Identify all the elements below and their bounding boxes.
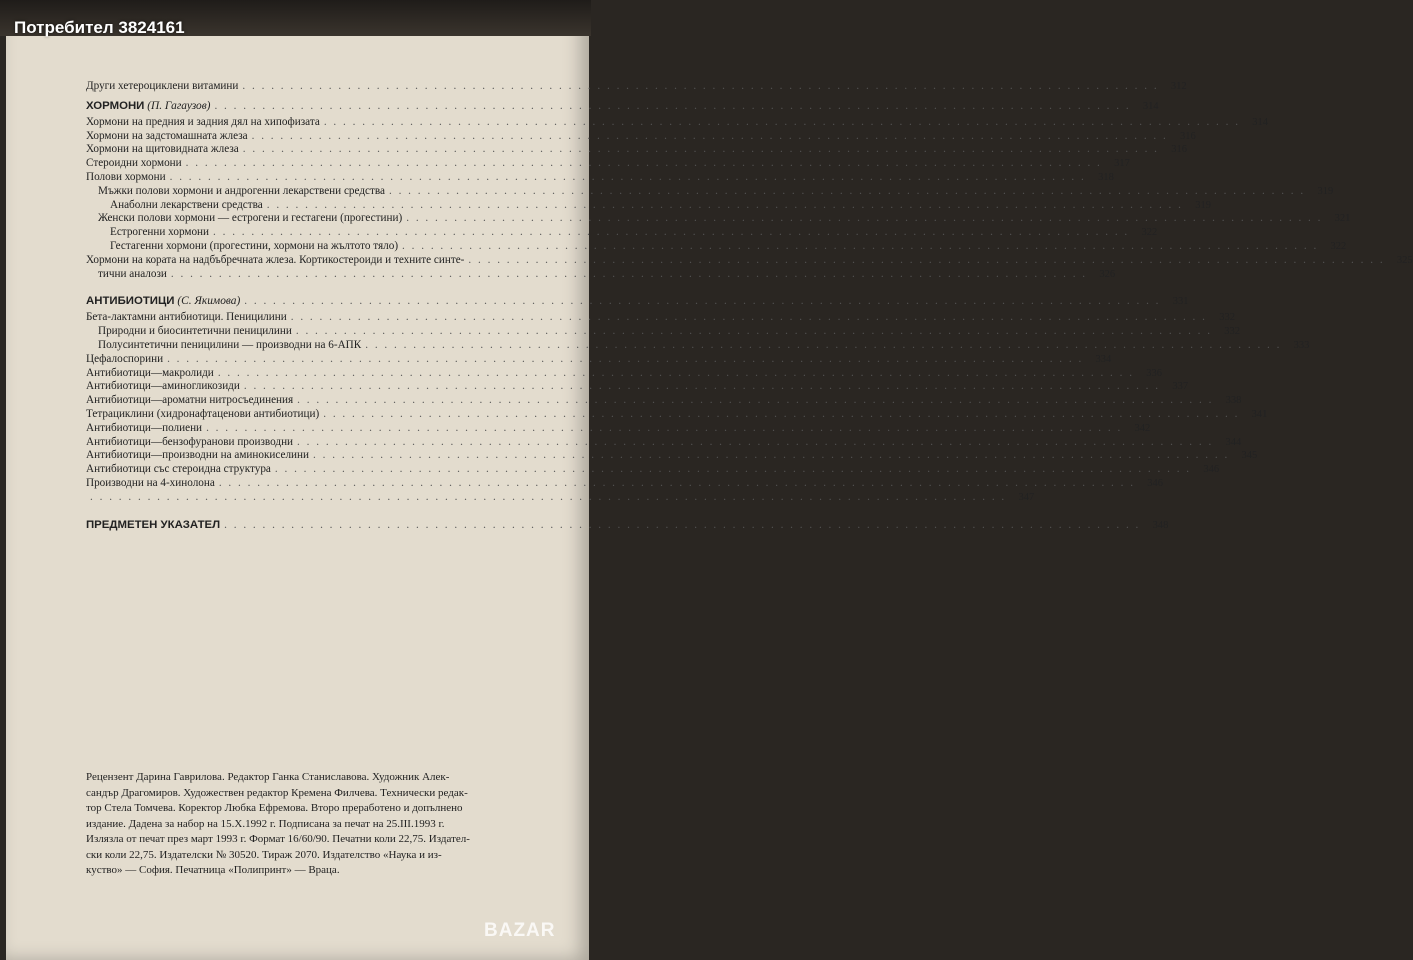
toc-entry bbox=[86, 352, 1112, 367]
toc-entry bbox=[86, 212, 1351, 226]
toc-page-number: 345 bbox=[1241, 450, 1258, 462]
toc-entry-title: АНТИБИОТИЦИ (С. Якимова) bbox=[86, 295, 241, 308]
toc-page-number: 314 bbox=[1252, 116, 1269, 128]
toc-page-number: 334 bbox=[1095, 353, 1112, 365]
toc-leader-dots bbox=[275, 463, 1191, 475]
toc-entry bbox=[86, 394, 1242, 408]
toc-leader-dots bbox=[402, 240, 1318, 252]
toc-entry bbox=[86, 267, 1116, 282]
toc-page-number: 314 bbox=[1142, 100, 1159, 112]
toc-leader-dots bbox=[244, 380, 1160, 392]
toc-entry-title: Мъжки полови хормони и андрогенни лекарствени средства bbox=[98, 184, 385, 197]
toc-leader-dots bbox=[297, 436, 1213, 448]
toc-entry-title: ХОРМОНИ (П. Гагаузов) bbox=[86, 99, 211, 112]
toc-leader-dots bbox=[389, 185, 1305, 197]
toc-entry bbox=[86, 80, 1187, 94]
toc-page-number: 342 bbox=[1134, 422, 1151, 434]
toc-leader-dots bbox=[242, 80, 1158, 92]
table-of-contents bbox=[86, 80, 1413, 535]
credits-line: Излязла от печат през март 1993 г. Формат 16/60/90. Печатни коли 22,75. Издател- bbox=[86, 833, 470, 845]
toc-entry-title: Гестагенни хормони (прогестини, хормони на жълтото тяло) bbox=[110, 239, 399, 252]
toc-page-number: 341 bbox=[1251, 408, 1268, 420]
toc-section-author: (П. Гагаузов) bbox=[144, 99, 211, 112]
toc-entry bbox=[86, 380, 1189, 394]
toc-page-number: 322 bbox=[1330, 240, 1347, 252]
toc-entry bbox=[86, 435, 1242, 450]
toc-page-number: 348 bbox=[1152, 519, 1169, 531]
toc-entry bbox=[86, 421, 1151, 436]
toc-entry-title: Женски полови хормони — естрогени и гестагени (прогестини) bbox=[98, 212, 403, 225]
toc-entry bbox=[86, 170, 1114, 185]
toc-entry-title: Антибиотици със стероидна структура bbox=[86, 463, 271, 476]
credits-line: куство» — София. Печатница «Полипринт» — Враца. bbox=[86, 864, 340, 876]
toc-page-number: 319 bbox=[1195, 199, 1211, 211]
toc-entry bbox=[86, 449, 1258, 463]
toc-entry bbox=[86, 491, 1035, 505]
toc-leader-dots bbox=[291, 311, 1207, 323]
toc-entry bbox=[86, 115, 1269, 130]
toc-page-number: 317 bbox=[1114, 158, 1130, 170]
credits-line: Рецензент Дарина Гаврилова. Редактор Ганка Станиславова. Художник Алек- bbox=[86, 771, 450, 783]
toc-page-number: 325 bbox=[1396, 254, 1413, 266]
publication-credits bbox=[86, 770, 566, 879]
toc-page-number: 322 bbox=[1141, 227, 1158, 239]
toc-page-number: 338 bbox=[1225, 395, 1242, 407]
toc-entry-title: Бета-лактамни антибиотици. Пеницилини bbox=[86, 311, 287, 324]
toc-entry-title: Други хетероциклени витамини bbox=[86, 80, 239, 92]
toc-leader-dots bbox=[167, 353, 1083, 365]
toc-leader-dots bbox=[406, 212, 1322, 224]
toc-section-heading bbox=[86, 518, 1169, 535]
toc-entry bbox=[86, 463, 1220, 477]
toc-page-number: 332 bbox=[1219, 312, 1235, 324]
toc-entry bbox=[86, 239, 1347, 254]
credits-line: издание. Дадена за набор на 15.X.1992 г. Подписана за печат на 25.III.1993 г. bbox=[86, 817, 445, 830]
toc-entry-title: Антибиотици—аминогликозиди bbox=[86, 380, 240, 393]
toc-entry-title: Хормони на кората на надбъбречната жлеза. Кортикостероиди и техните синте- bbox=[86, 253, 465, 266]
toc-entry-title: Антибиотици—бензофуранови производни bbox=[86, 435, 294, 448]
toc-leader-dots bbox=[90, 491, 1006, 503]
toc-entry bbox=[86, 338, 1310, 353]
toc-entry bbox=[86, 184, 1334, 199]
toc-entry bbox=[86, 253, 1413, 268]
toc-leader-dots bbox=[297, 394, 1213, 406]
toc-leader-dots bbox=[252, 130, 1168, 142]
toc-leader-dots bbox=[324, 116, 1240, 128]
toc-entry-title: Естрогенни хормони bbox=[110, 226, 210, 239]
credits-line: сандър Драгомиров. Художествен редактор Кремена Филчева. Технически редак- bbox=[86, 786, 468, 799]
toc-leader-dots bbox=[206, 422, 1122, 434]
toc-entry bbox=[86, 157, 1130, 171]
toc-page-number: 332 bbox=[1224, 326, 1241, 338]
toc-entry bbox=[86, 366, 1163, 381]
toc-entry bbox=[86, 143, 1187, 157]
toc-entry-title: Хормони на щитовидната жлеза bbox=[86, 143, 239, 156]
toc-leader-dots bbox=[218, 367, 1134, 379]
toc-page-number: 331 bbox=[1172, 296, 1189, 308]
toc-section-heading bbox=[86, 99, 1159, 116]
toc-page-number: 344 bbox=[1225, 436, 1242, 448]
toc-entry-title: Природни и биосинтетични пеницилини bbox=[98, 325, 292, 338]
toc-leader-dots bbox=[219, 477, 1135, 489]
toc-entry-title: Стероидни хормони bbox=[86, 157, 182, 170]
toc-page-number: 319 bbox=[1317, 185, 1334, 197]
toc-entry bbox=[86, 226, 1158, 240]
toc-page-number: 347 bbox=[1018, 491, 1035, 503]
toc-page-number: 312 bbox=[1170, 81, 1187, 92]
toc-page-number: 333 bbox=[1293, 339, 1310, 351]
toc-entry-title: Цефалоспорини bbox=[86, 352, 164, 365]
toc-entry-title: тични аналози bbox=[98, 267, 167, 280]
toc-leader-dots bbox=[171, 268, 1087, 280]
toc-entry-title: Антибиотици—производни на аминокиселини bbox=[86, 449, 310, 462]
toc-entry-title: ПРЕДМЕТЕН УКАЗАТЕЛ bbox=[86, 518, 221, 531]
toc-leader-dots bbox=[267, 199, 1183, 211]
toc-leader-dots bbox=[244, 295, 1160, 307]
toc-page-number: 321 bbox=[1334, 213, 1351, 225]
toc-page-number: 316 bbox=[1171, 144, 1187, 156]
toc-entry-title: Хормони на предния и задния дял на хипофизата bbox=[86, 115, 320, 128]
toc-leader-dots bbox=[186, 157, 1102, 169]
bazar-logo: BAZAR bbox=[484, 920, 556, 941]
toc-entry-title: Хормони на задстомашната жлеза bbox=[86, 129, 248, 142]
toc-entry-title: Антибиотици—ароматни нитросъединения bbox=[86, 394, 294, 407]
toc-page-number: 318 bbox=[1098, 171, 1114, 183]
toc-leader-dots bbox=[323, 408, 1239, 420]
toc-entry bbox=[86, 129, 1196, 144]
toc-leader-dots bbox=[313, 449, 1229, 461]
toc-leader-dots bbox=[213, 226, 1129, 238]
credits-line: ски коли 22,75. Издателски № 30520. Тираж 2070. Издателство «Наука и из- bbox=[86, 848, 442, 861]
toc-entry bbox=[86, 476, 1164, 491]
toc-entry bbox=[86, 198, 1211, 213]
toc-page-number: 337 bbox=[1172, 381, 1189, 393]
toc-entry-title: Тетрациклини (хидронафтаценови антибиотици) bbox=[86, 407, 320, 420]
toc-leader-dots bbox=[224, 519, 1140, 531]
toc-entry-title: Полови хормони bbox=[86, 170, 166, 183]
toc-page-number: 326 bbox=[1099, 268, 1116, 280]
toc-section-heading bbox=[86, 295, 1189, 311]
toc-leader-dots bbox=[214, 100, 1130, 112]
toc-entry bbox=[86, 407, 1268, 422]
toc-page-number: 316 bbox=[1180, 130, 1196, 142]
user-watermark: Потребител 3824161 bbox=[14, 18, 185, 37]
toc-entry-title: Анаболни лекарствени средства bbox=[110, 198, 263, 211]
toc-entry-title: Производни на 4-хинолона bbox=[86, 476, 215, 489]
credits-line: тор Стела Томчева. Коректор Любка Ефремова. Второ преработено и допълнено bbox=[86, 802, 463, 814]
toc-entry bbox=[86, 311, 1235, 325]
toc-entry-title: Антибиотици—полиени bbox=[86, 421, 203, 434]
toc-entry-title: Полусинтетични пеницилини — производни на 6-АПК bbox=[98, 338, 362, 351]
toc-leader-dots bbox=[468, 254, 1384, 266]
toc-page-number: 346 bbox=[1203, 464, 1220, 476]
toc-entry bbox=[86, 325, 1241, 339]
toc-section-author: (С. Якимова) bbox=[174, 295, 241, 308]
toc-page-number: 346 bbox=[1147, 477, 1164, 489]
toc-entry-title: Антибиотици—макролиди bbox=[86, 366, 214, 379]
toc-leader-dots bbox=[243, 143, 1159, 155]
toc-leader-dots bbox=[365, 339, 1281, 351]
toc-leader-dots bbox=[296, 325, 1212, 337]
toc-page-number: 336 bbox=[1146, 367, 1163, 379]
toc-leader-dots bbox=[170, 171, 1086, 183]
